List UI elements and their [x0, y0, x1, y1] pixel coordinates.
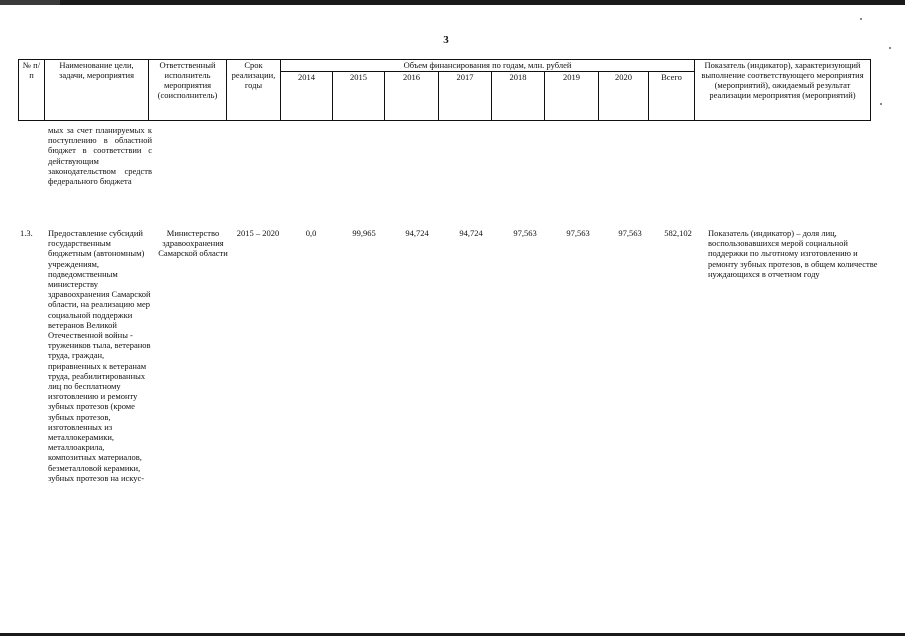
header-year: 2020: [599, 72, 649, 121]
header-financing: Объем финансирования по годам, млн. рублей: [281, 60, 695, 72]
value-2016: 94,724: [405, 228, 429, 238]
value-2017: 94,724: [459, 228, 483, 238]
scan-speck: [860, 18, 862, 20]
value-2018: 97,563: [513, 228, 537, 238]
page-number: 3: [443, 34, 449, 46]
scan-bottom-border: [0, 633, 905, 636]
header-year: 2019: [545, 72, 599, 121]
row-number: 1.3.: [20, 228, 33, 238]
value-2015: 99,965: [352, 228, 376, 238]
row-task: Предоставление субсидий государственным бюджетным (автономным) учреждениям, подведомственным министерству здравоохранения Самарской области, на реализацию мер социальной поддержки ветеранов Великой Отечественной войны - тружеников тыла, ветеранов труда, граждан, приравненных к ветеранам труда, реабилитированных лиц по бесплатному изготовлению и ремонту зубных протезов (кроме зубных протезов, изготовленных из металлокерамики, металлоакрила, композитных материалов, безметалловой керамики, зубных протезов на искус-: [48, 228, 151, 483]
header-responsible: Ответственный исполнитель мероприятия (соисполнитель): [149, 60, 227, 121]
header-num: № п/п: [19, 60, 45, 121]
row-responsible: Министерство здравоохранения Самарской области: [158, 228, 228, 259]
scan-top-border: [0, 0, 905, 5]
header-year: 2015: [333, 72, 385, 121]
header-year: 2017: [439, 72, 492, 121]
value-2020: 97,563: [618, 228, 642, 238]
continuation-text: мых за счет планируемых к поступлению в областной бюджет в соответствии с действующим законодательством средств федерального бюджета: [48, 125, 152, 187]
table-header: [18, 59, 871, 121]
header-term: Срок реализации, годы: [227, 60, 281, 121]
scan-speck: [880, 103, 882, 105]
header-year: 2016: [385, 72, 439, 121]
value-2019: 97,563: [566, 228, 590, 238]
header-total: Всего: [649, 72, 695, 121]
row-indicator: Показатель (индикатор) – доля лиц, воспользовавшихся мерой социальной поддержки по льготному изготовлению и ремонту зубных протезов, в общем количестве нуждающихся в отчетном году: [708, 228, 878, 279]
header-indicator: Показатель (индикатор), характеризующий выполнение соответствующего мероприятия (мероприятий), ожидаемый результат реализации мероприятия (мероприятий): [695, 60, 871, 121]
header-year: 2014: [281, 72, 333, 121]
scan-top-mark: [0, 0, 60, 5]
row-term: 2015 – 2020: [236, 228, 280, 238]
value-2014: 0,0: [305, 228, 317, 238]
scan-speck: [889, 47, 891, 49]
header-name: Наименование цели, задачи, мероприятия: [45, 60, 149, 121]
value-total: 582,102: [664, 228, 692, 238]
header-year: 2018: [492, 72, 545, 121]
